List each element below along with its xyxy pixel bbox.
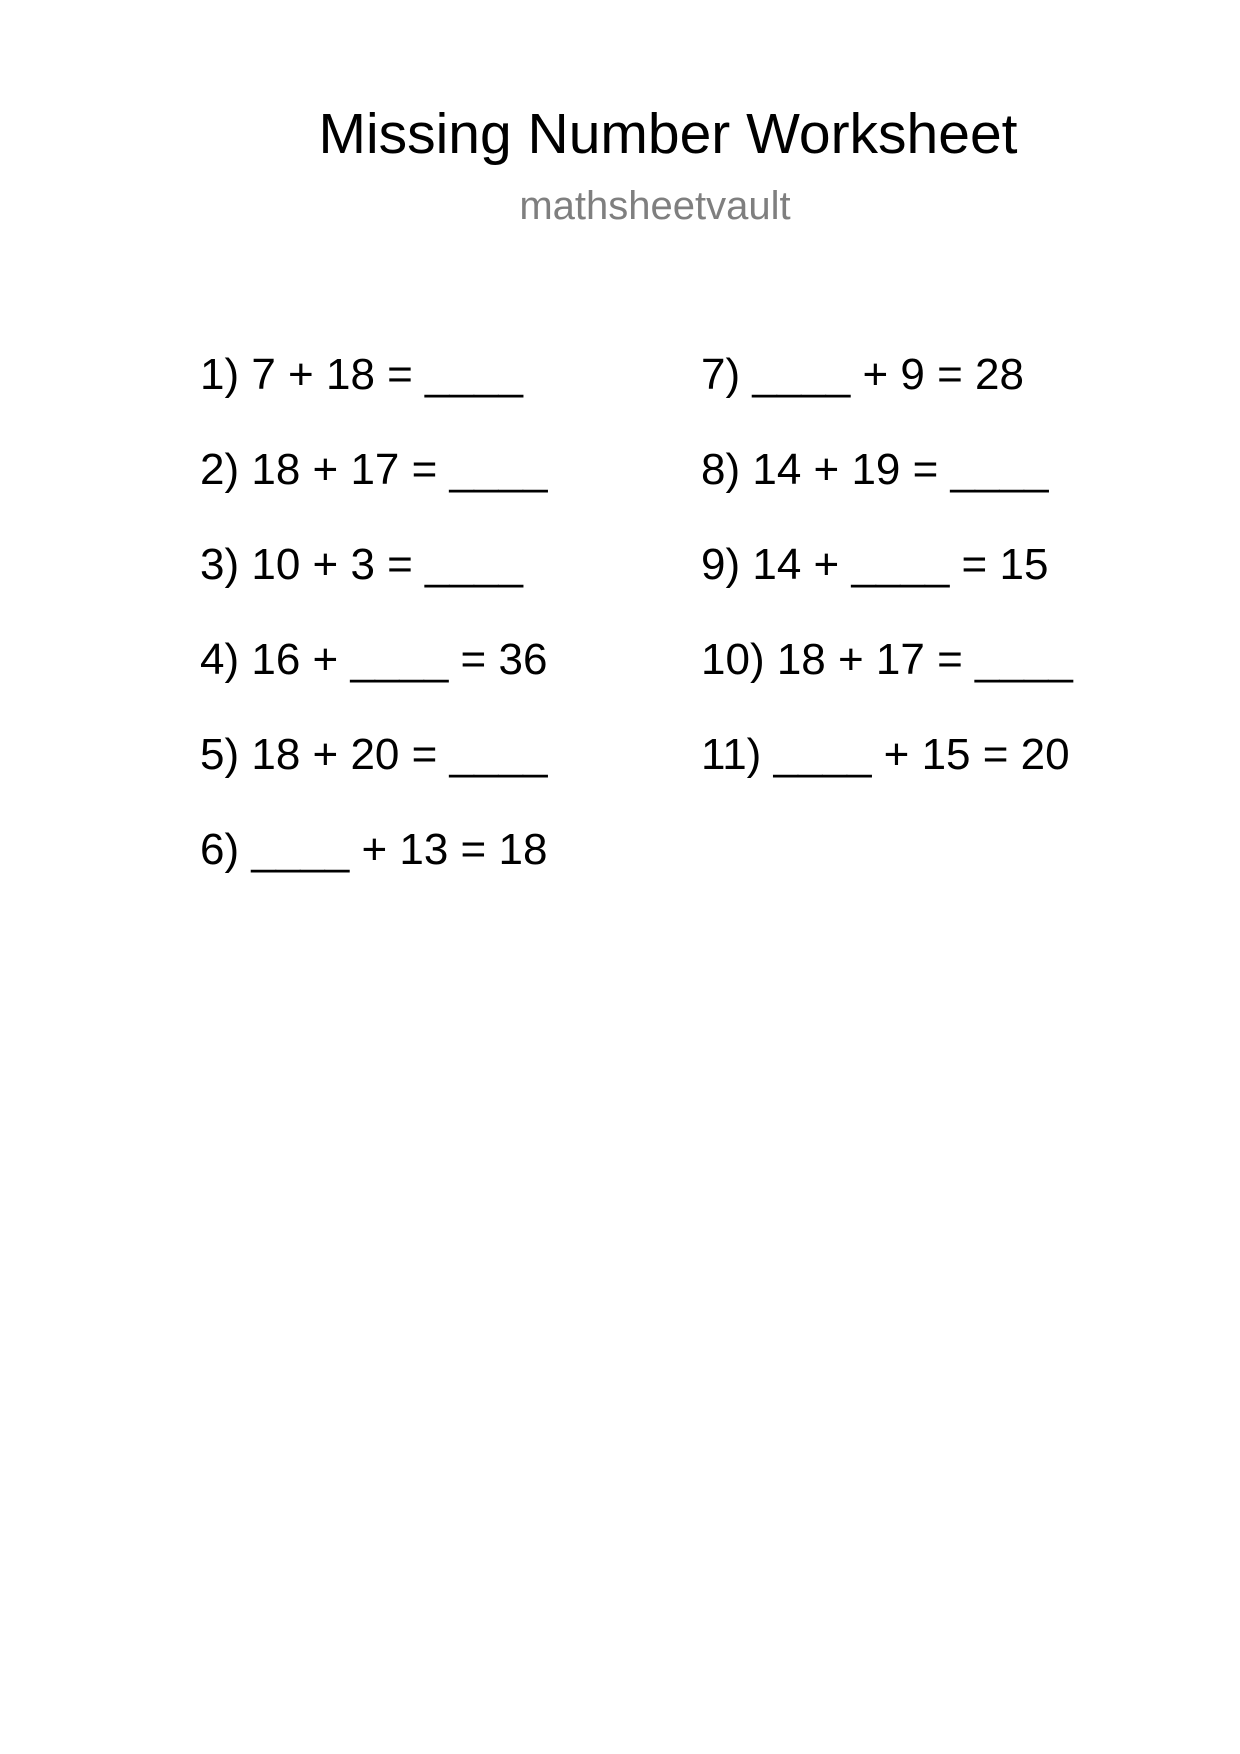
- problem-equation: ____ + 9 = 28: [752, 350, 1024, 399]
- problem-item: [701, 630, 1073, 725]
- problem-number: 3): [200, 540, 240, 589]
- problem-equation: ____ + 13 = 18: [251, 825, 548, 874]
- problem-number: 8): [701, 445, 741, 494]
- problem-item: [701, 725, 1073, 820]
- problem-equation: 18 + 17 = ____: [251, 445, 548, 494]
- problem-item: [200, 345, 547, 440]
- page-title: Missing Number Worksheet: [318, 102, 1018, 166]
- problem-number: 10): [701, 635, 765, 684]
- problem-column-right: [701, 345, 1073, 820]
- problem-number: 6): [200, 825, 240, 874]
- problem-equation: 7 + 18 = ____: [251, 350, 523, 399]
- problem-item: [200, 725, 547, 820]
- problem-equation: ____ + 15 = 20: [773, 730, 1070, 779]
- problem-number: 7): [701, 350, 741, 399]
- problem-equation: 18 + 17 = ____: [776, 635, 1073, 684]
- problem-equation: 18 + 20 = ____: [251, 730, 548, 779]
- problem-number: 4): [200, 635, 240, 684]
- problem-item: [200, 630, 547, 725]
- problem-number: 2): [200, 445, 240, 494]
- problem-item: [701, 345, 1073, 440]
- problem-number: 1): [200, 350, 240, 399]
- problem-item: [701, 440, 1073, 535]
- problem-item: [701, 535, 1073, 630]
- problem-number: 11): [701, 730, 762, 779]
- problem-equation: 10 + 3 = ____: [251, 540, 523, 589]
- problem-item: [200, 820, 547, 915]
- problem-column-left: [200, 345, 547, 915]
- problem-equation: 14 + 19 = ____: [752, 445, 1049, 494]
- site-name: mathsheetvault: [519, 184, 791, 228]
- problem-number: 5): [200, 730, 240, 779]
- problem-item: [200, 440, 547, 535]
- problem-item: [200, 535, 547, 630]
- problem-equation: 14 + ____ = 15: [752, 540, 1049, 589]
- problem-equation: 16 + ____ = 36: [251, 635, 548, 684]
- problem-number: 9): [701, 540, 741, 589]
